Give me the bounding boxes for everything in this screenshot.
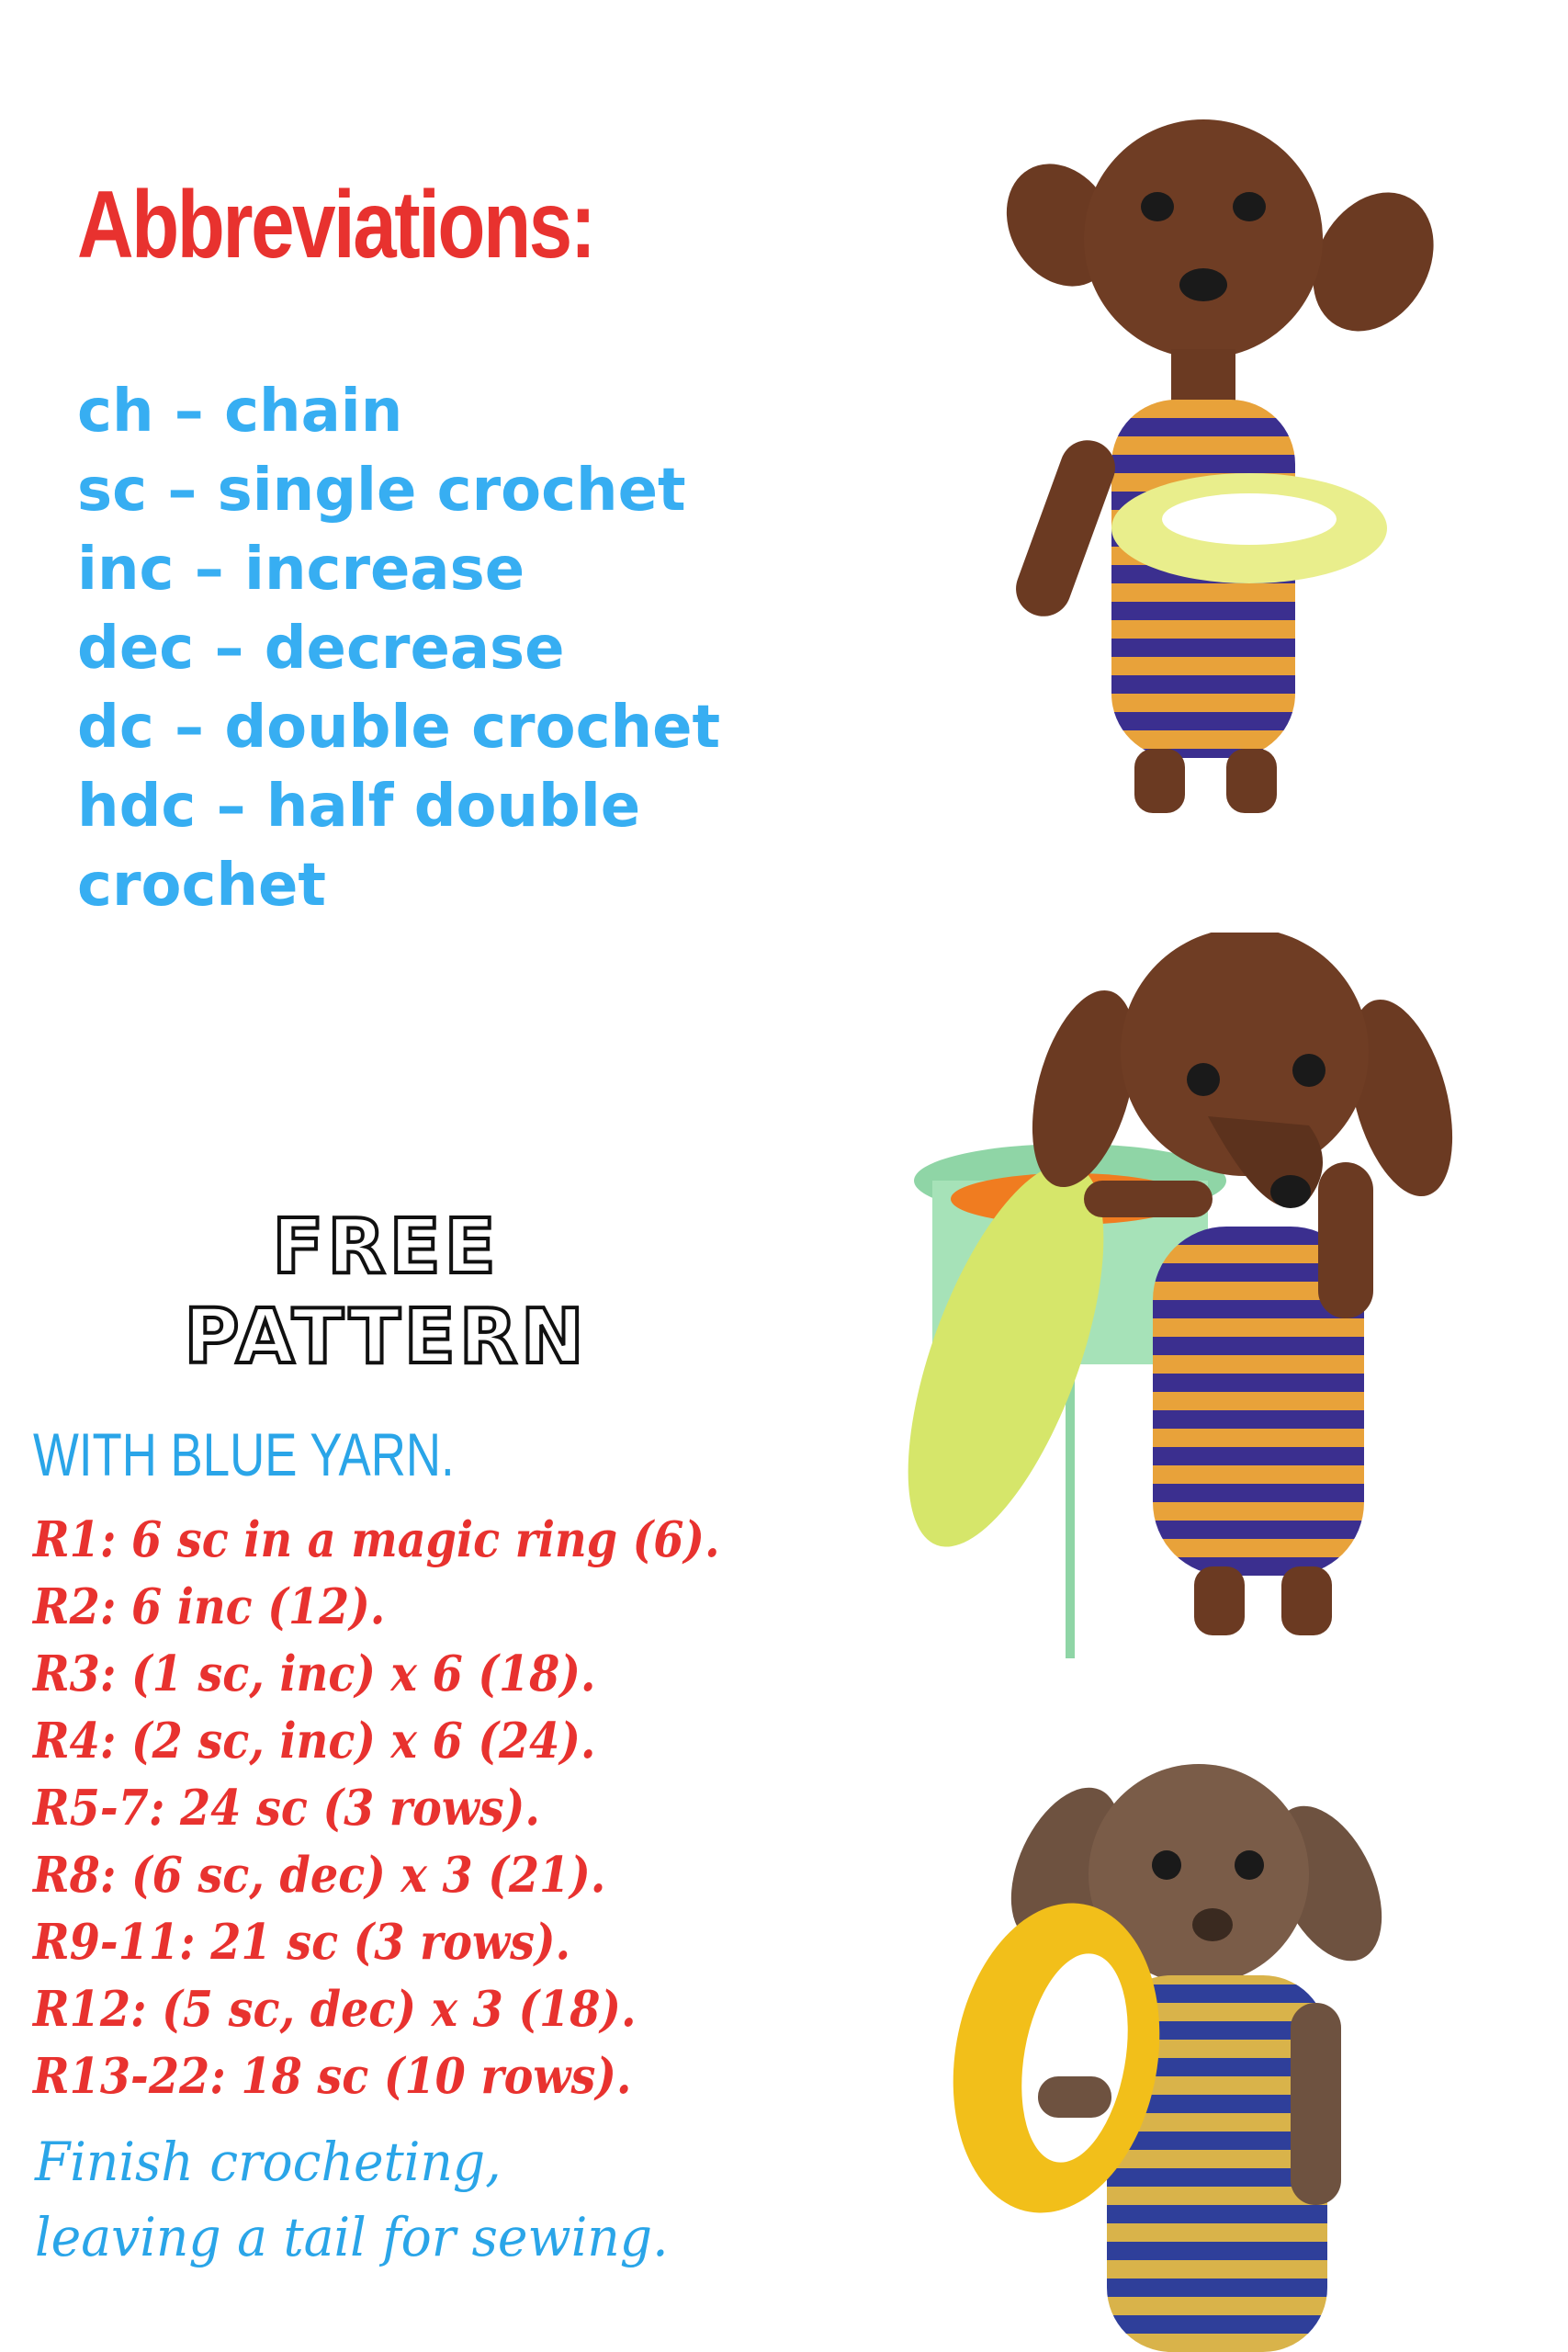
pattern-row: R8: (6 sc, dec) x 3 (21). (33, 1847, 606, 1904)
abbreviation-item: sc – single crochet (77, 457, 686, 525)
dog-photo-top (974, 87, 1488, 822)
dog-photo-bottom (937, 1727, 1396, 2352)
free-label: FREE (272, 1204, 500, 1291)
pattern-row: R4: (2 sc, inc) x 6 (24). (33, 1713, 596, 1770)
pattern-row: R2: 6 inc (12). (33, 1578, 386, 1635)
pattern-row: R13-22: 18 sc (10 rows). (33, 2048, 632, 2105)
abbreviation-item: dec – decrease (77, 615, 565, 683)
pattern-row: R9-11: 21 sc (3 rows). (33, 1914, 571, 1971)
pattern-label: PATTERN (184, 1294, 588, 1381)
abbreviations-title: Abbreviations: (77, 172, 594, 278)
abbreviation-item: hdc – half double (77, 773, 641, 841)
abbreviation-item: dc – double crochet (77, 694, 721, 762)
pattern-row: R1: 6 sc in a magic ring (6). (33, 1511, 720, 1568)
abbreviation-item: ch – chain (77, 378, 403, 446)
abbreviation-item: inc – increase (77, 536, 525, 604)
yarn-heading: WITH BLUE YARN. (33, 1420, 455, 1488)
finish-line: leaving a tail for sewing. (35, 2206, 669, 2268)
pattern-row: R5-7: 24 sc (3 rows). (33, 1780, 540, 1837)
finish-note (35, 2124, 702, 2275)
pattern-row: R12: (5 sc, dec) x 3 (18). (33, 1981, 637, 2038)
pattern-rows (33, 1507, 796, 2110)
finish-line: Finish crocheting, (35, 2131, 502, 2193)
dog-photo-middle (905, 933, 1474, 1658)
abbreviation-item: crochet (77, 852, 326, 920)
pattern-row: R3: (1 sc, inc) x 6 (18). (33, 1645, 596, 1702)
abbreviations-list (77, 372, 720, 925)
